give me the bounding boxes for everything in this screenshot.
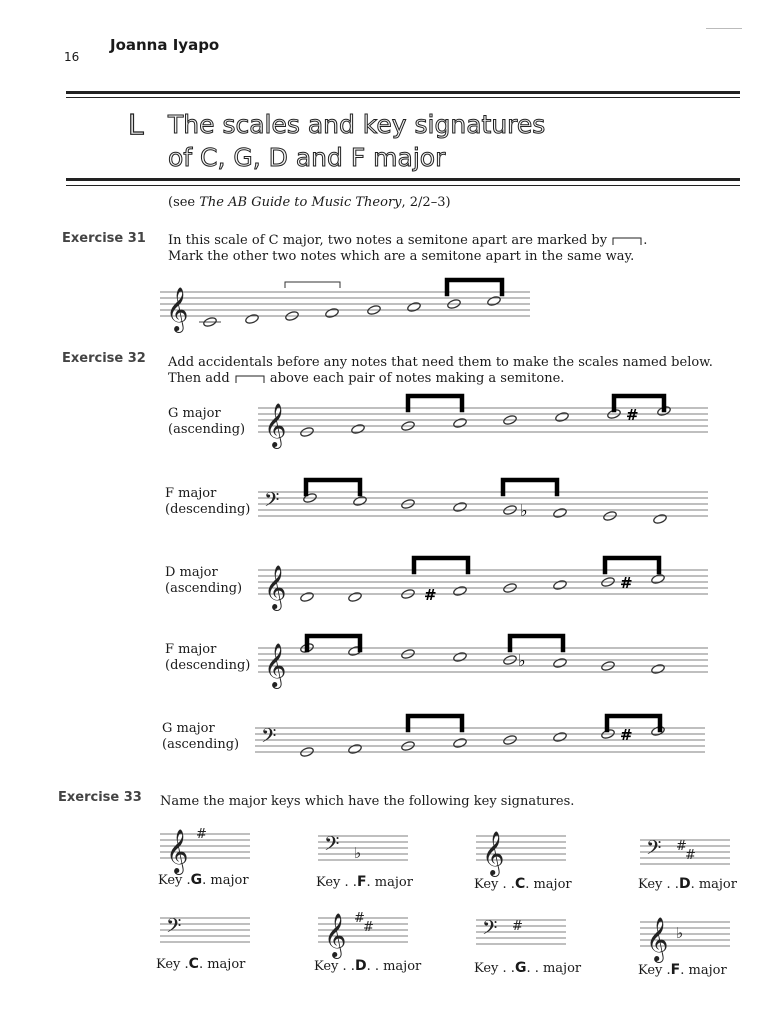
bass-clef-icon: 𝄢 [261, 724, 277, 752]
bass-clef-icon: 𝄢 [482, 916, 498, 944]
whole-note [555, 411, 570, 422]
sharp-icon: # [685, 848, 696, 863]
student-name: Joanna Iyapo [110, 36, 220, 54]
top-divider [66, 91, 740, 94]
scale-staff-g-major-asc-bass [255, 708, 725, 778]
treble-clef-icon: 𝄞 [482, 831, 505, 875]
exercise-31-staff [160, 272, 550, 342]
treble-clef-icon: 𝄞 [646, 917, 669, 961]
key-answer-4: Key . .D. major [638, 876, 737, 892]
whole-note [553, 657, 568, 668]
title-line-2: of C, G, D and F major [168, 143, 446, 172]
scale-label-5: G major (ascending) [162, 721, 240, 752]
flat-icon: ♭ [676, 924, 684, 942]
sharp-accidental-icon: # [620, 726, 633, 744]
whole-note [651, 663, 666, 674]
key-answer-7: Key . .G. . major [474, 960, 582, 976]
scale-staff-f-major-desc [258, 472, 728, 542]
semitone-bracket-icon [234, 374, 266, 384]
flat-icon: ♭ [354, 844, 362, 862]
scale-label-3: D major (ascending) [165, 565, 243, 596]
treble-clef-icon: 𝄞 [264, 565, 287, 609]
exercise-32-label: Exercise 32 [62, 351, 146, 366]
sharp-icon: # [512, 919, 523, 934]
scale-label-2: F major (descending) [165, 486, 251, 517]
key-answer-8: Key .F. major [638, 962, 727, 978]
exercise-33-instructions: Name the major keys which have the following key signatures. [160, 794, 575, 809]
whole-note [453, 417, 468, 428]
sharp-accidental-icon: # [424, 586, 437, 604]
whole-note [300, 591, 315, 602]
whole-note [553, 507, 568, 518]
bass-clef-icon: 𝄢 [646, 836, 662, 864]
reference-text: (see The AB Guide to Music Theory, 2/2–3) [168, 195, 451, 210]
treble-clef-icon: 𝄞 [324, 913, 347, 957]
semitone-bracket [285, 282, 340, 288]
whole-note [653, 513, 668, 524]
bass-clef-icon: 𝄢 [166, 914, 182, 942]
flat-accidental-icon: ♭ [520, 501, 528, 520]
book-title: The AB Guide to Music Theory [199, 195, 402, 210]
whole-note [453, 737, 468, 748]
whole-note [407, 301, 422, 312]
page-number: 16 [64, 50, 80, 64]
treble-clef-icon: 𝄞 [166, 287, 189, 331]
treble-clef-icon: 𝄞 [166, 829, 189, 873]
key-answer-5: Key .C. major [156, 956, 246, 972]
bottom-divider-thin [66, 185, 740, 186]
flat-accidental-icon: ♭ [518, 651, 526, 670]
bottom-divider [66, 178, 740, 181]
bass-clef-icon: 𝄢 [324, 832, 340, 860]
ex31-line1: In this scale of C major, two notes a semitone apart are marked by [168, 233, 608, 248]
sharp-icon: # [676, 839, 687, 854]
chapter-letter: L [128, 108, 144, 141]
whole-note [348, 591, 363, 602]
sharp-icon: # [354, 911, 365, 926]
ex32-line1: Add accidentals before any notes that need them to make the scales named below. [168, 355, 713, 370]
scale-staff-f-major-desc-treble [258, 628, 728, 698]
whole-note [487, 295, 502, 306]
bass-clef-icon: 𝄢 [264, 488, 280, 516]
whole-note [245, 313, 260, 324]
whole-note [453, 501, 468, 512]
sharp-accidental-icon: # [620, 574, 633, 592]
scale-staff-g-major-asc [258, 388, 728, 458]
whole-note [325, 307, 340, 318]
key-answer-1: Key .G. major [158, 872, 249, 888]
scale-label-4: F major (descending) [165, 642, 251, 673]
whole-note [453, 651, 468, 662]
whole-note [351, 423, 366, 434]
top-divider-thin [66, 97, 740, 98]
title-line-1: The scales and key signatures [168, 110, 546, 139]
treble-clef-icon: 𝄞 [264, 643, 287, 687]
top-edge-line [706, 28, 742, 29]
whole-note [553, 731, 568, 742]
scale-staff-d-major-asc [258, 550, 728, 620]
chapter-title [168, 108, 545, 174]
key-answer-2: Key . .F. major [316, 874, 413, 890]
treble-clef-icon: 𝄞 [264, 403, 287, 447]
whole-note [348, 743, 363, 754]
exercise-31-label: Exercise 31 [62, 231, 146, 246]
exercise-31-instructions: In this scale of C major, two notes a semitone apart are marked by . Mark the other two notes which are a semitone apart in the same way. [168, 233, 728, 265]
whole-note [353, 495, 368, 506]
scale-label-1: G major (ascending) [168, 406, 246, 437]
whole-note [651, 573, 666, 584]
sharp-icon: # [196, 827, 207, 842]
sharp-accidental-icon: # [626, 406, 639, 424]
sharp-icon: # [363, 920, 374, 935]
ex31-line2: Mark the other two notes which are a semitone apart in the same way. [168, 249, 635, 264]
key-answer-6: Key . .D. . major [314, 958, 422, 974]
key-answer-3: Key . .C. major [474, 876, 572, 892]
whole-note [453, 585, 468, 596]
exercise-33-label: Exercise 33 [58, 790, 142, 805]
exercise-32-instructions: Add accidentals before any notes that need them to make the scales named below. Then add above each pair of notes making a semitone. [168, 355, 728, 387]
semitone-bracket-icon [611, 236, 643, 246]
whole-note [553, 579, 568, 590]
